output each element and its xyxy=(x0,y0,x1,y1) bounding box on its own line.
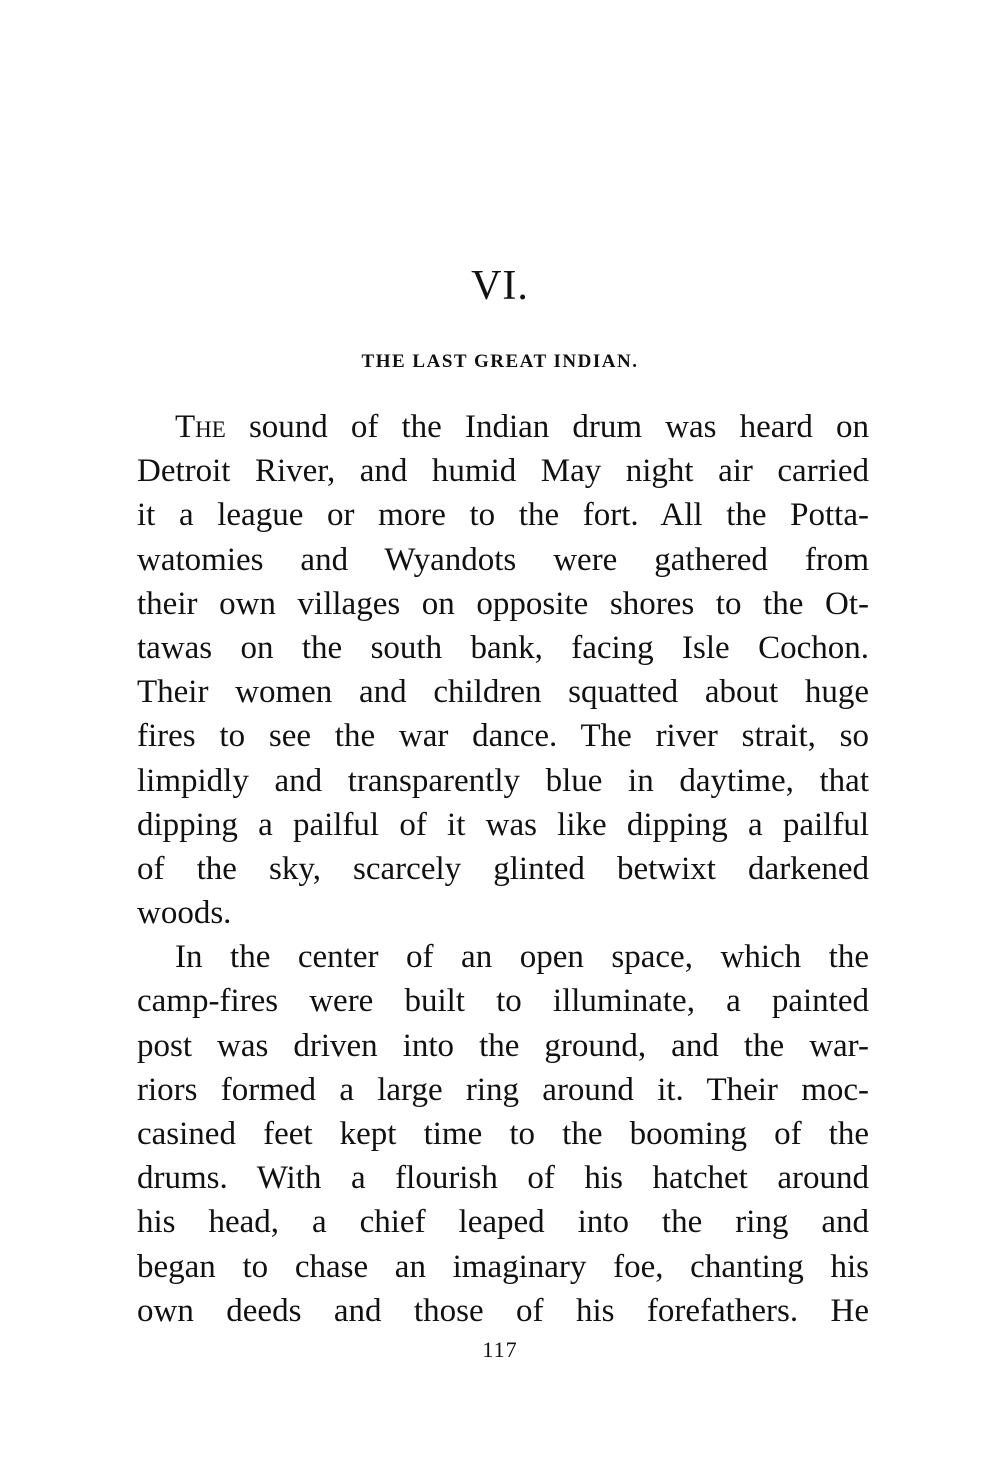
paragraph-lead-word: The xyxy=(175,409,226,445)
text-line: began to chase an imaginary foe, chanting his xyxy=(137,1248,869,1285)
text-line: tawas on the south bank, facing Isle Cochon. xyxy=(137,629,869,666)
text-line: woods. xyxy=(137,895,232,932)
text-line: post was driven into the ground, and the war- xyxy=(137,1027,869,1064)
page-number: 117 xyxy=(482,1337,518,1362)
text-line: drums. With a flourish of his hatchet around xyxy=(137,1160,869,1197)
text-line: camp-fires were built to illuminate, a painted xyxy=(137,983,869,1020)
text-line: sound of the Indian drum was heard on xyxy=(225,409,869,445)
text-line: riors formed a large ring around it. Their moc- xyxy=(137,1071,869,1108)
chapter-number: VI. xyxy=(471,263,529,309)
text-line: their own villages on opposite shores to the Ot- xyxy=(137,585,869,622)
text-line: casined feet kept time to the booming of the xyxy=(137,1116,869,1152)
text-line: dipping a pailful of it was like dipping a pailful xyxy=(137,806,869,843)
text-line: Detroit River, and humid May night air carried xyxy=(137,453,869,490)
paragraph-1-line-1 xyxy=(137,405,869,449)
text-line: fires to see the war dance. The river strait, so xyxy=(137,718,869,755)
text-line: own deeds and those of his forefathers. He xyxy=(137,1292,869,1329)
body-text xyxy=(137,405,869,1333)
text-line: limpidly and transparently blue in daytime, that xyxy=(137,762,869,799)
text-line: Their women and children squatted about huge xyxy=(137,674,869,711)
chapter-title: THE LAST GREAT INDIAN. xyxy=(361,351,639,372)
text-line: watomies and Wyandots were gathered from xyxy=(137,541,869,578)
text-line: of the sky, scarcely glinted betwixt darkened xyxy=(137,850,869,887)
text-line: his head, a chief leaped into the ring and xyxy=(137,1204,869,1241)
text-line: it a league or more to the fort. All the Potta- xyxy=(137,497,869,534)
text-line: In the center of an open space, which the xyxy=(175,939,869,976)
